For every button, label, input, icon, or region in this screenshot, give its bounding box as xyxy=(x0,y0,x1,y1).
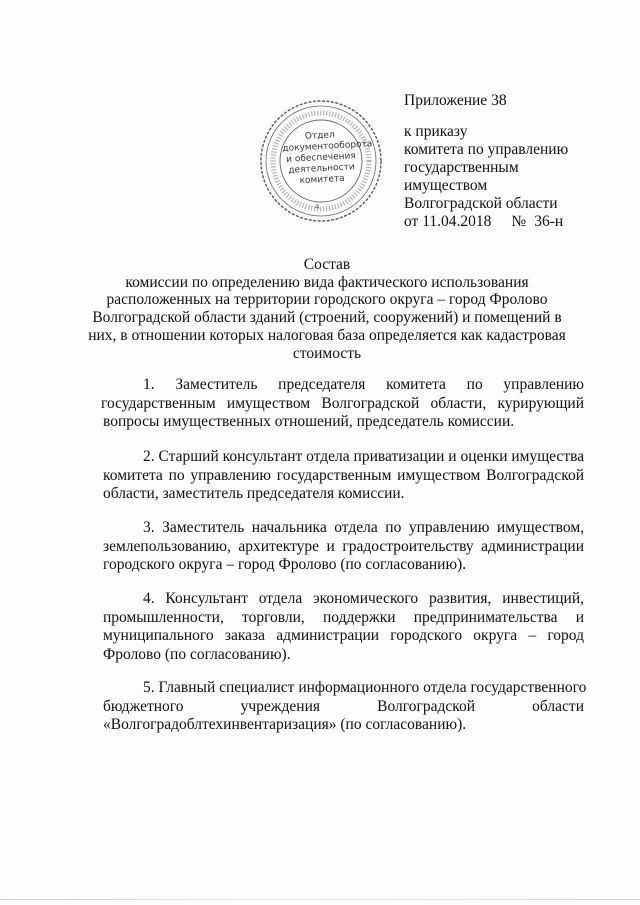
order-number: 36-н xyxy=(534,213,564,230)
office-stamp xyxy=(257,97,385,225)
number-sign: № xyxy=(511,213,527,230)
title-heading: Состав xyxy=(303,256,351,273)
item-line: области, заместитель председателя комиссии. xyxy=(103,485,405,503)
item-line: 3. Заместитель начальника отдела по управлению имуществом, xyxy=(143,519,584,536)
appendix-line: государственным xyxy=(404,159,519,176)
member-item-4 xyxy=(103,590,584,664)
order-date: 11.04.2018 xyxy=(422,213,492,230)
item-line: землепользованию, архитектуре и градостроительству администрации xyxy=(103,537,584,555)
item-line: городского округа – город Фролово (по согласованию). xyxy=(103,556,467,574)
title-line: расположенных на территории городского округа – город Фролово xyxy=(106,291,548,309)
stamp-number: 4 xyxy=(315,203,320,211)
stamp-line: деятельности xyxy=(288,162,355,176)
appendix-block xyxy=(404,92,604,231)
date-prefix: от xyxy=(404,213,419,230)
stamp-line: и обеспечения xyxy=(285,151,357,165)
item-line: 4. Консультант отдела экономического развития, инвестиций, xyxy=(143,590,584,607)
item-line: промышленности, торговли, поддержки предпринимательства и xyxy=(103,608,584,626)
member-item-5 xyxy=(103,679,587,735)
item-line: муниципального заказа администрации городского округа – город xyxy=(103,627,584,645)
title-line: комиссии по определению вида фактического использования xyxy=(125,273,529,291)
stamp-line: документооборота xyxy=(282,139,373,154)
appendix-line: Волгоградской области xyxy=(404,195,558,212)
title-line: них, в отношении которых налоговая база определяется как кадастровая xyxy=(88,326,566,344)
item-line: 2. Старший консультант отдела приватизации и оценки имущества xyxy=(143,448,585,465)
stamp-line: комитета xyxy=(299,173,345,187)
item-line: комитета по управлению государственным имуществом Волгоградской xyxy=(103,466,584,484)
item-line: 5. Главный специалист информационного отдела государственного xyxy=(143,679,587,696)
item-line: 1. Заместитель председателя комитета по управлению xyxy=(143,376,584,393)
item-line: вопросы имущественных отношений, председатель комиссии. xyxy=(103,413,515,431)
document-title xyxy=(80,256,574,362)
appendix-line: к приказу xyxy=(404,123,468,140)
item-line: государственным имуществом Волгоградской области, курирующий xyxy=(101,394,584,412)
scan-edge-line xyxy=(0,899,640,900)
order-date-row xyxy=(404,213,604,231)
title-line: Волгоградской области зданий (строений, сооружений) и помещений в xyxy=(92,309,562,327)
item-line: Фролово (по согласованию). xyxy=(103,645,291,663)
stamp-center-text xyxy=(282,129,373,188)
appendix-line: комитета по управлению xyxy=(404,141,569,158)
appendix-title: Приложение 38 xyxy=(404,92,507,109)
title-line: стоимость xyxy=(292,344,362,362)
member-item-3 xyxy=(103,519,584,575)
member-item-1 xyxy=(103,376,584,432)
stamp-line: Отдел xyxy=(304,130,335,142)
item-line: «Волгоградоблтехинвентаризация» (по согласованию). xyxy=(103,716,467,734)
item-line: бюджетного учреждения Волгоградской области xyxy=(103,697,584,715)
member-item-2 xyxy=(103,448,584,504)
appendix-line: имуществом xyxy=(404,177,488,194)
